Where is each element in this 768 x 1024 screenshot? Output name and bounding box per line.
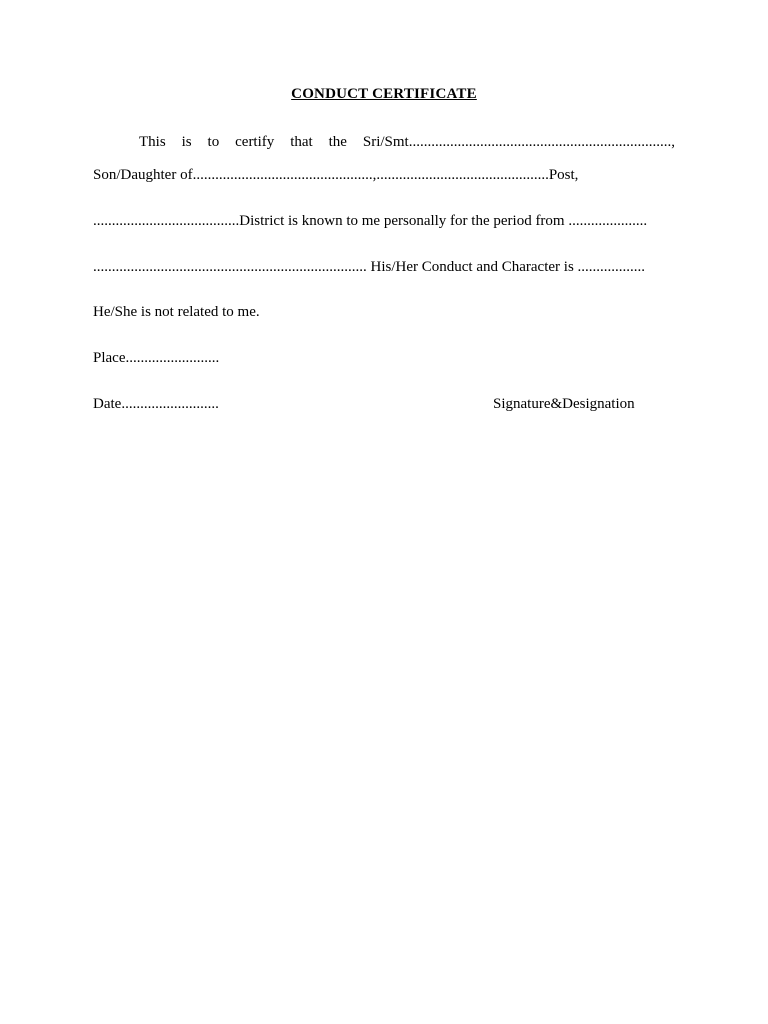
district-period-line: .......................................District is known to me personally for the period from ..................... (93, 213, 648, 229)
date-field: Date.......................... (93, 396, 219, 412)
parent-post-line: Son/Daughter of................................................,..............................................Post, (93, 167, 579, 183)
certify-word: This (139, 134, 166, 150)
certify-word: the (328, 134, 347, 150)
not-related-statement: He/She is not related to me. (93, 304, 260, 320)
name-field: Sri/Smt......................................................................, (362, 134, 675, 150)
place-field: Place......................... (93, 350, 220, 366)
certify-line (93, 132, 675, 152)
certify-word: to (207, 134, 220, 150)
certify-word: certify (235, 134, 275, 150)
certify-word: that (290, 134, 313, 150)
certify-word: is (181, 134, 192, 150)
signature-designation: Signature&Designation (493, 396, 635, 412)
conduct-character-line: ......................................................................... His/Her Conduct and Character is .................. (93, 259, 646, 275)
page-title: CONDUCT CERTIFICATE (291, 86, 477, 102)
